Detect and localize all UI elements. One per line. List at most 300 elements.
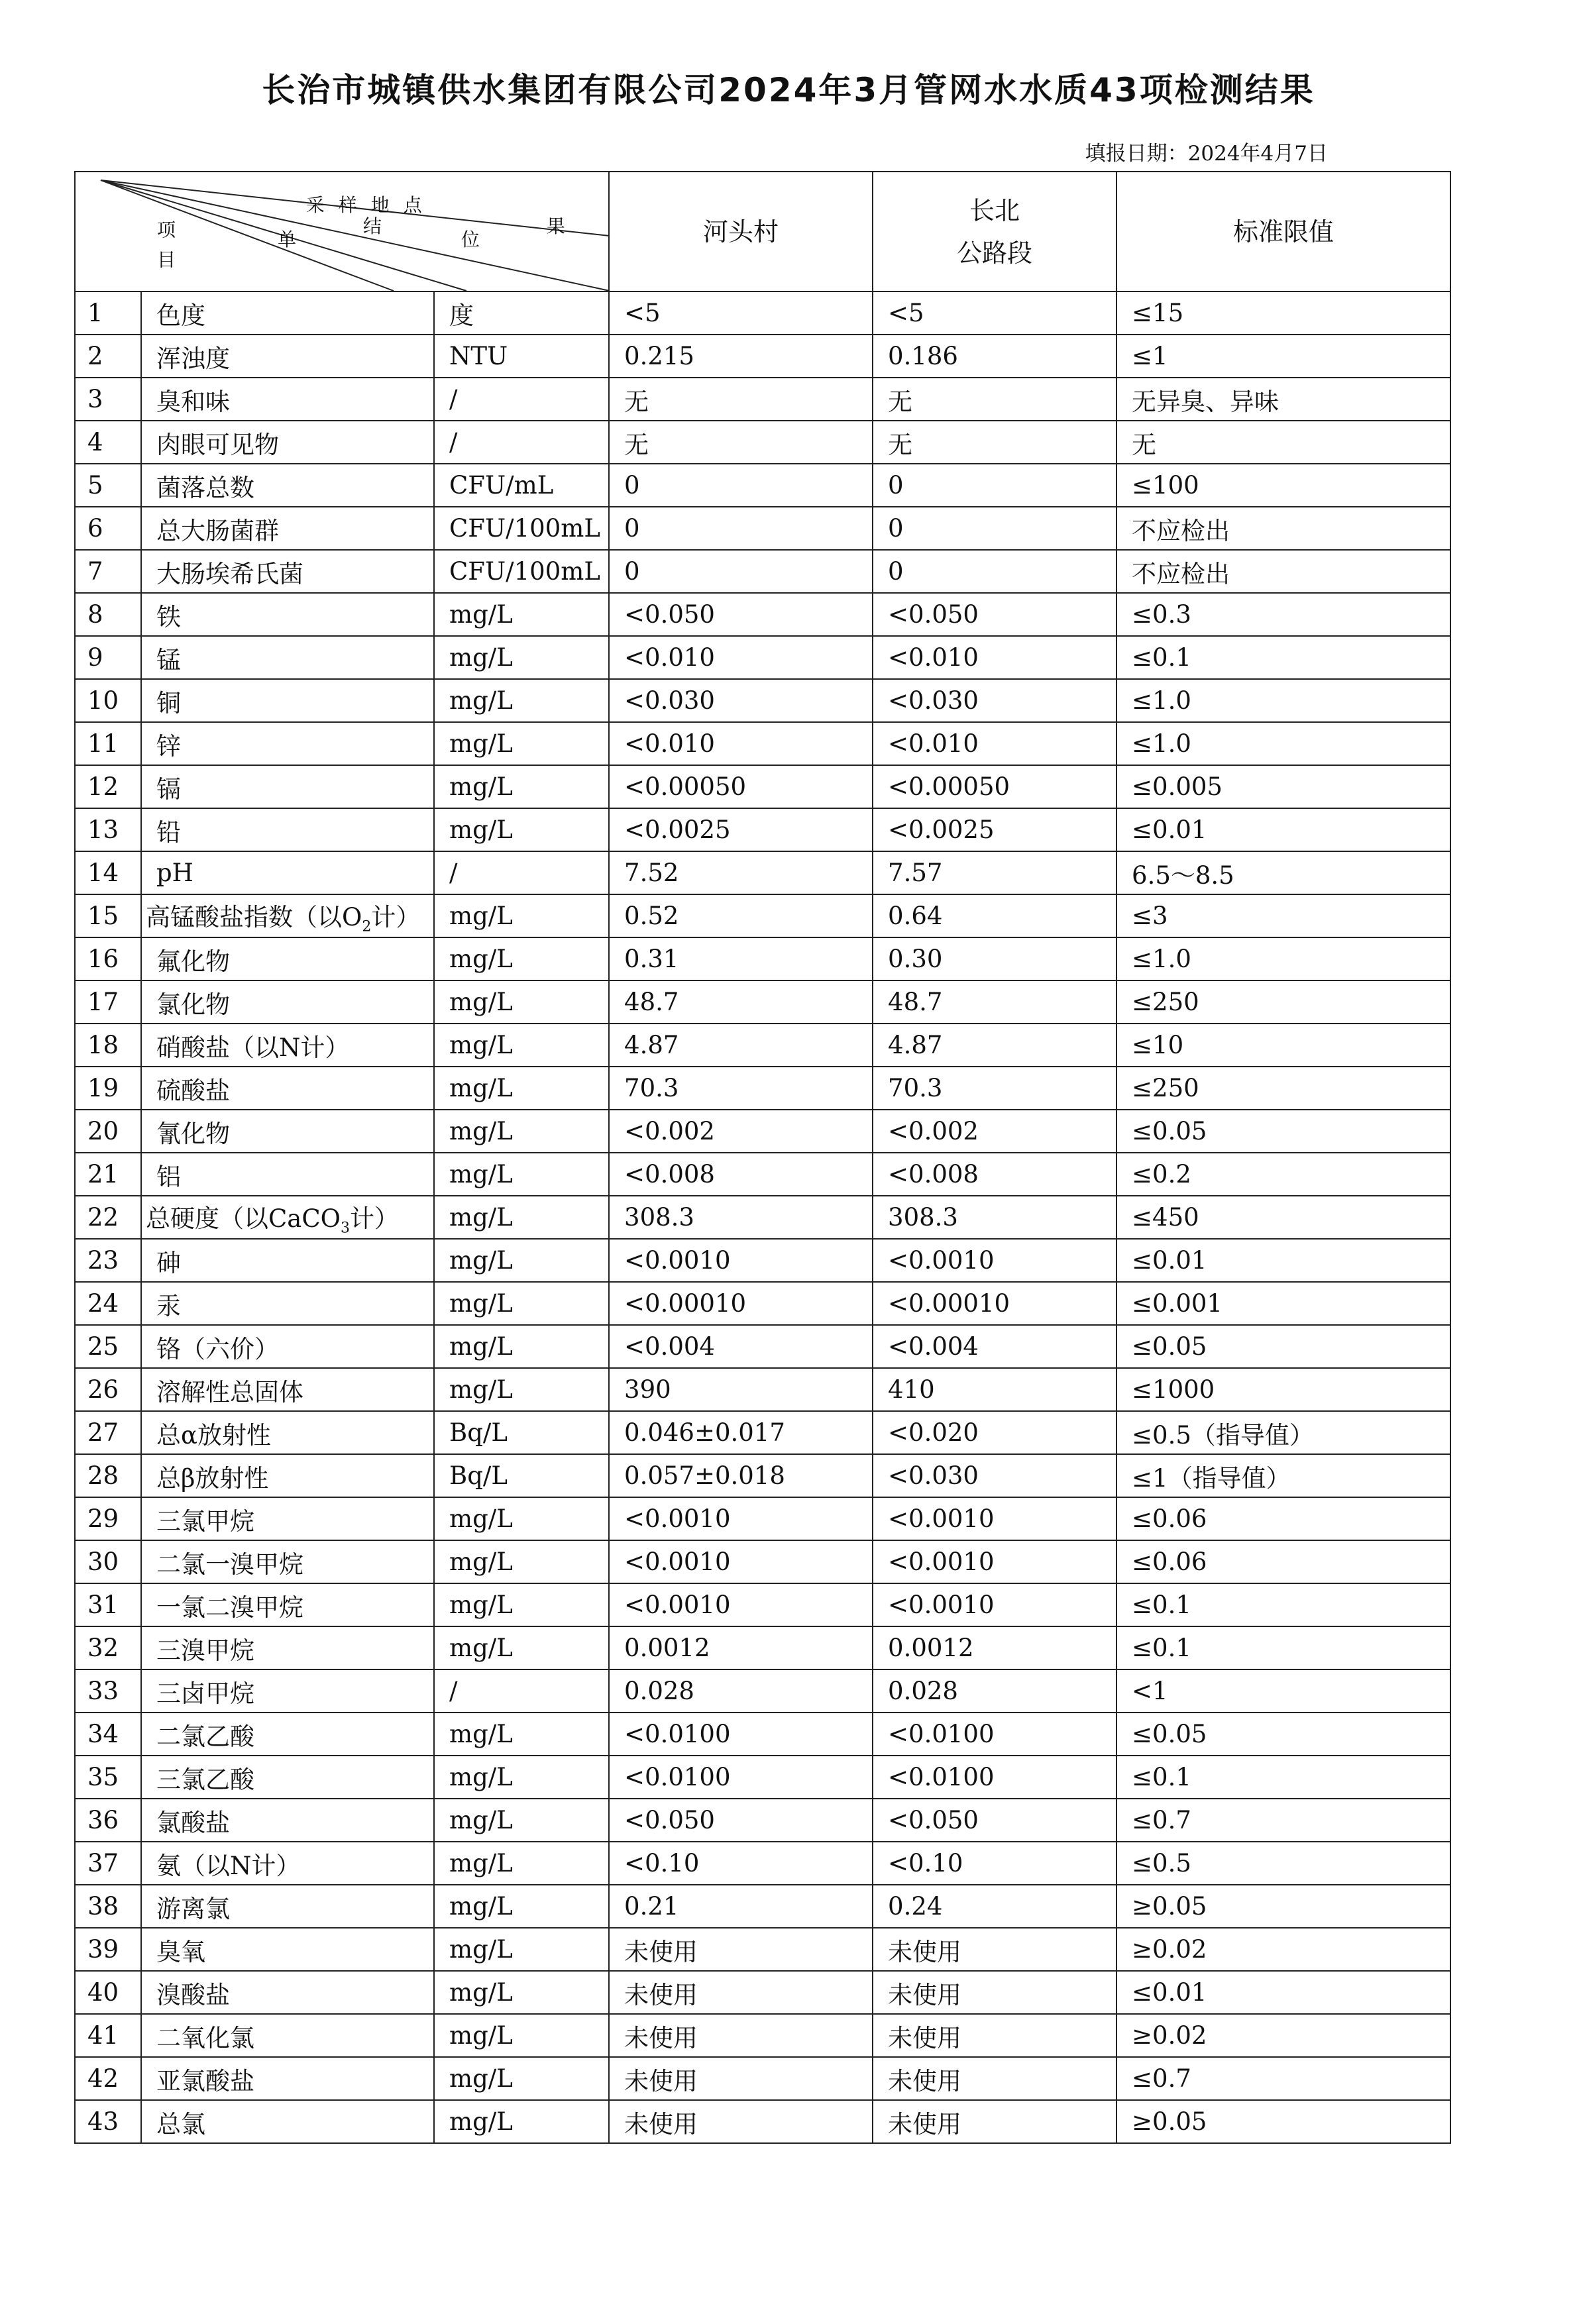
value-site1: <0.0010 xyxy=(609,1497,873,1540)
item-name: 大肠埃希氏菌 xyxy=(141,550,434,593)
unit: NTU xyxy=(434,335,609,378)
item-name: 铬（六价） xyxy=(141,1325,434,1368)
table-row xyxy=(75,464,1450,507)
item-name: 氨（以N计） xyxy=(141,1842,434,1885)
row-number: 32 xyxy=(75,1626,141,1669)
value-site1: 无 xyxy=(609,378,873,421)
unit: mg/L xyxy=(434,593,609,636)
standard-limit: ≤0.05 xyxy=(1116,1110,1450,1153)
value-site1: 未使用 xyxy=(609,1928,873,1971)
item-name: 总氯 xyxy=(141,2100,434,2143)
row-number: 12 xyxy=(75,765,141,808)
row-number: 37 xyxy=(75,1842,141,1885)
table-row xyxy=(75,1196,1450,1239)
value-site2: <0.010 xyxy=(873,722,1116,765)
table-row xyxy=(75,1239,1450,1282)
value-site1: <0.0100 xyxy=(609,1713,873,1756)
row-number: 25 xyxy=(75,1325,141,1368)
table-row xyxy=(75,550,1450,593)
row-number: 6 xyxy=(75,507,141,550)
unit: 度 xyxy=(434,291,609,335)
item-name: 氰化物 xyxy=(141,1110,434,1153)
unit: / xyxy=(434,378,609,421)
standard-limit: ≤0.05 xyxy=(1116,1713,1450,1756)
table-row xyxy=(75,1928,1450,1971)
value-site1: 0 xyxy=(609,507,873,550)
table-row xyxy=(75,1325,1450,1368)
row-number: 11 xyxy=(75,722,141,765)
value-site1: <0.030 xyxy=(609,679,873,722)
value-site1: 0.215 xyxy=(609,335,873,378)
row-number: 15 xyxy=(75,894,141,937)
row-number: 21 xyxy=(75,1153,141,1196)
standard-limit: ≤100 xyxy=(1116,464,1450,507)
value-site2: <0.10 xyxy=(873,1842,1116,1885)
unit: mg/L xyxy=(434,1799,609,1842)
standard-limit: ≤1 xyxy=(1116,335,1450,378)
standard-limit: ≤0.5（指导值） xyxy=(1116,1411,1450,1454)
value-site1: <0.0010 xyxy=(609,1540,873,1583)
unit: Bq/L xyxy=(434,1411,609,1454)
value-site1: 4.87 xyxy=(609,1024,873,1067)
value-site2: 0.64 xyxy=(873,894,1116,937)
value-site2: <5 xyxy=(873,291,1116,335)
unit: mg/L xyxy=(434,1971,609,2014)
diag-label-item: 项 目 xyxy=(154,220,176,271)
value-site1: 0.31 xyxy=(609,937,873,980)
value-site2: 0.30 xyxy=(873,937,1116,980)
row-number: 7 xyxy=(75,550,141,593)
table-row xyxy=(75,593,1450,636)
row-number: 9 xyxy=(75,636,141,679)
standard-limit: ≤1000 xyxy=(1116,1368,1450,1411)
unit: mg/L xyxy=(434,636,609,679)
value-site2: <0.0100 xyxy=(873,1756,1116,1799)
unit: mg/L xyxy=(434,1885,609,1928)
value-site1: <0.00050 xyxy=(609,765,873,808)
table-row xyxy=(75,1885,1450,1928)
standard-limit: ≤450 xyxy=(1116,1196,1450,1239)
value-site2: <0.050 xyxy=(873,593,1116,636)
standard-limit: ≤0.3 xyxy=(1116,593,1450,636)
standard-limit: ≤0.06 xyxy=(1116,1540,1450,1583)
table-row xyxy=(75,1540,1450,1583)
value-site1: <0.050 xyxy=(609,593,873,636)
unit: mg/L xyxy=(434,1842,609,1885)
row-number: 8 xyxy=(75,593,141,636)
diag-label-result: 结 果 xyxy=(363,215,645,237)
row-number: 22 xyxy=(75,1196,141,1239)
item-name: 总α放射性 xyxy=(141,1411,434,1454)
row-number: 23 xyxy=(75,1239,141,1282)
row-number: 29 xyxy=(75,1497,141,1540)
standard-limit: ≤0.7 xyxy=(1116,2057,1450,2100)
value-site2: <0.00010 xyxy=(873,1282,1116,1325)
standard-limit: 不应检出 xyxy=(1116,507,1450,550)
item-name: 三卤甲烷 xyxy=(141,1669,434,1713)
table-row xyxy=(75,2014,1450,2057)
unit: CFU/mL xyxy=(434,464,609,507)
value-site1: <0.10 xyxy=(609,1842,873,1885)
standard-limit: <1 xyxy=(1116,1669,1450,1713)
value-site1: <0.050 xyxy=(609,1799,873,1842)
value-site1: 0.057±0.018 xyxy=(609,1454,873,1497)
unit: Bq/L xyxy=(434,1454,609,1497)
value-site2: 未使用 xyxy=(873,2014,1116,2057)
table-header-row xyxy=(75,172,1450,291)
row-number: 24 xyxy=(75,1282,141,1325)
value-site1: 未使用 xyxy=(609,2057,873,2100)
unit: mg/L xyxy=(434,1713,609,1756)
item-name: 二氯一溴甲烷 xyxy=(141,1540,434,1583)
unit: mg/L xyxy=(434,1067,609,1110)
item-name: 二氯乙酸 xyxy=(141,1713,434,1756)
value-site2: <0.0010 xyxy=(873,1583,1116,1626)
row-number: 43 xyxy=(75,2100,141,2143)
standard-limit: ≤0.05 xyxy=(1116,1325,1450,1368)
row-number: 14 xyxy=(75,851,141,894)
header-site2-line1: 长北 xyxy=(969,195,1020,225)
table-row xyxy=(75,1454,1450,1497)
value-site2: 0.186 xyxy=(873,335,1116,378)
row-number: 3 xyxy=(75,378,141,421)
value-site1: <0.010 xyxy=(609,722,873,765)
header-site1: 河头村 xyxy=(609,172,873,291)
item-name: 臭氧 xyxy=(141,1928,434,1971)
unit: / xyxy=(434,421,609,464)
unit: mg/L xyxy=(434,1368,609,1411)
unit: CFU/100mL xyxy=(434,550,609,593)
standard-limit: ≥0.02 xyxy=(1116,1928,1450,1971)
value-site2: 308.3 xyxy=(873,1196,1116,1239)
row-number: 42 xyxy=(75,2057,141,2100)
row-number: 26 xyxy=(75,1368,141,1411)
item-name: 铅 xyxy=(141,808,434,851)
value-site1: <0.0100 xyxy=(609,1756,873,1799)
value-site1: 0.0012 xyxy=(609,1626,873,1669)
table-row xyxy=(75,722,1450,765)
standard-limit: ≤15 xyxy=(1116,291,1450,335)
value-site1: 无 xyxy=(609,421,873,464)
table-row xyxy=(75,1756,1450,1799)
value-site1: <0.002 xyxy=(609,1110,873,1153)
standard-limit: ≤1.0 xyxy=(1116,937,1450,980)
standard-limit: ≤1.0 xyxy=(1116,722,1450,765)
table-row xyxy=(75,808,1450,851)
item-name: 锌 xyxy=(141,722,434,765)
table-row xyxy=(75,507,1450,550)
standard-limit: ≤0.1 xyxy=(1116,1626,1450,1669)
row-number: 27 xyxy=(75,1411,141,1454)
value-site1: <0.010 xyxy=(609,636,873,679)
item-name: 铜 xyxy=(141,679,434,722)
value-site1: <0.008 xyxy=(609,1153,873,1196)
standard-limit: ≤0.2 xyxy=(1116,1153,1450,1196)
row-number: 40 xyxy=(75,1971,141,2014)
value-site1: 0.52 xyxy=(609,894,873,937)
results-table xyxy=(74,171,1451,2144)
row-number: 20 xyxy=(75,1110,141,1153)
value-site2: 无 xyxy=(873,378,1116,421)
diagonal-header-cell xyxy=(75,172,645,291)
value-site2: 无 xyxy=(873,421,1116,464)
standard-limit: ≤1.0 xyxy=(1116,679,1450,722)
value-site2: <0.0010 xyxy=(873,1497,1116,1540)
row-number: 28 xyxy=(75,1454,141,1497)
row-number: 13 xyxy=(75,808,141,851)
value-site2: <0.002 xyxy=(873,1110,1116,1153)
unit: mg/L xyxy=(434,1024,609,1067)
row-number: 34 xyxy=(75,1713,141,1756)
standard-limit: 不应检出 xyxy=(1116,550,1450,593)
item-name: 铝 xyxy=(141,1153,434,1196)
table-row xyxy=(75,1583,1450,1626)
item-name: 游离氯 xyxy=(141,1885,434,1928)
unit: mg/L xyxy=(434,1110,609,1153)
unit: mg/L xyxy=(434,1756,609,1799)
value-site1: <5 xyxy=(609,291,873,335)
table-row xyxy=(75,1153,1450,1196)
value-site2: 未使用 xyxy=(873,2100,1116,2143)
standard-limit: ≤1（指导值） xyxy=(1116,1454,1450,1497)
unit: mg/L xyxy=(434,1153,609,1196)
standard-limit: ≤0.1 xyxy=(1116,1583,1450,1626)
value-site2: 0.028 xyxy=(873,1669,1116,1713)
value-site2: <0.030 xyxy=(873,1454,1116,1497)
table-row xyxy=(75,1713,1450,1756)
row-number: 1 xyxy=(75,291,141,335)
unit: mg/L xyxy=(434,1497,609,1540)
page-title: 长治市城镇供水集团有限公司2024年3月管网水水质43项检测结果 xyxy=(262,71,1315,109)
standard-limit: ≤0.001 xyxy=(1116,1282,1450,1325)
table-row xyxy=(75,1024,1450,1067)
value-site2: 未使用 xyxy=(873,1971,1116,2014)
item-name: 砷 xyxy=(141,1239,434,1282)
table-row xyxy=(75,335,1450,378)
value-site1: <0.004 xyxy=(609,1325,873,1368)
row-number: 5 xyxy=(75,464,141,507)
value-site2: <0.008 xyxy=(873,1153,1116,1196)
item-name: 亚氯酸盐 xyxy=(141,2057,434,2100)
item-name: 铁 xyxy=(141,593,434,636)
unit: mg/L xyxy=(434,2014,609,2057)
standard-limit: ≤0.1 xyxy=(1116,1756,1450,1799)
row-number: 33 xyxy=(75,1669,141,1713)
unit: mg/L xyxy=(434,1626,609,1669)
unit: mg/L xyxy=(434,937,609,980)
value-site1: 未使用 xyxy=(609,1971,873,2014)
value-site1: 未使用 xyxy=(609,2014,873,2057)
standard-limit: ≥0.02 xyxy=(1116,2014,1450,2057)
unit: mg/L xyxy=(434,1583,609,1626)
row-number: 4 xyxy=(75,421,141,464)
table-row xyxy=(75,980,1450,1024)
row-number: 39 xyxy=(75,1928,141,1971)
row-number: 38 xyxy=(75,1885,141,1928)
table-row xyxy=(75,2100,1450,2143)
unit: mg/L xyxy=(434,2057,609,2100)
unit: mg/L xyxy=(434,722,609,765)
standard-limit: ≥0.05 xyxy=(1116,2100,1450,2143)
standard-limit: 无 xyxy=(1116,421,1450,464)
table-row xyxy=(75,679,1450,722)
value-site1: 0 xyxy=(609,550,873,593)
value-site1: 308.3 xyxy=(609,1196,873,1239)
value-site2: 4.87 xyxy=(873,1024,1116,1067)
unit: mg/L xyxy=(434,2100,609,2143)
value-site2: 70.3 xyxy=(873,1067,1116,1110)
item-name: 硫酸盐 xyxy=(141,1067,434,1110)
standard-limit: ≤0.5 xyxy=(1116,1842,1450,1885)
value-site2: 0 xyxy=(873,550,1116,593)
table-row xyxy=(75,1971,1450,2014)
value-site2: <0.020 xyxy=(873,1411,1116,1454)
table-row xyxy=(75,851,1450,894)
unit: mg/L xyxy=(434,1239,609,1282)
table-row xyxy=(75,291,1450,335)
item-name: 色度 xyxy=(141,291,434,335)
item-name: 溶解性总固体 xyxy=(141,1368,434,1411)
value-site2: <0.0010 xyxy=(873,1239,1116,1282)
row-number: 36 xyxy=(75,1799,141,1842)
unit: mg/L xyxy=(434,1540,609,1583)
header-limit: 标准限值 xyxy=(1116,172,1450,291)
unit: mg/L xyxy=(434,894,609,937)
value-site2: <0.050 xyxy=(873,1799,1116,1842)
value-site2: <0.004 xyxy=(873,1325,1116,1368)
table-row xyxy=(75,1282,1450,1325)
item-name: 肉眼可见物 xyxy=(141,421,434,464)
unit: mg/L xyxy=(434,808,609,851)
fill-date: 填报日期：2024年4月7日 xyxy=(1085,142,1328,166)
value-site1: <0.00010 xyxy=(609,1282,873,1325)
item-name: 浑浊度 xyxy=(141,335,434,378)
value-site2: 未使用 xyxy=(873,2057,1116,2100)
table-row xyxy=(75,1067,1450,1110)
row-number: 17 xyxy=(75,980,141,1024)
value-site2: <0.030 xyxy=(873,679,1116,722)
table-row xyxy=(75,636,1450,679)
item-name: 镉 xyxy=(141,765,434,808)
unit: mg/L xyxy=(434,679,609,722)
standard-limit: ≤0.7 xyxy=(1116,1799,1450,1842)
value-site1: 0.21 xyxy=(609,1885,873,1928)
diag-label-sample-site: 采 样 地 点 xyxy=(306,194,426,216)
value-site1: 7.52 xyxy=(609,851,873,894)
item-name: 三溴甲烷 xyxy=(141,1626,434,1669)
table-row xyxy=(75,894,1450,937)
value-site2: <0.010 xyxy=(873,636,1116,679)
row-number: 41 xyxy=(75,2014,141,2057)
unit: mg/L xyxy=(434,980,609,1024)
item-name: 高锰酸盐指数（以$O_2$计） xyxy=(141,894,434,937)
value-site2: 7.57 xyxy=(873,851,1116,894)
standard-limit: 无异臭、异味 xyxy=(1116,378,1450,421)
row-number: 30 xyxy=(75,1540,141,1583)
item-name: 三氯乙酸 xyxy=(141,1756,434,1799)
table-row xyxy=(75,1799,1450,1842)
unit: mg/L xyxy=(434,765,609,808)
standard-limit: 6.5～8.5 xyxy=(1116,851,1450,894)
table-row xyxy=(75,2057,1450,2100)
row-number: 16 xyxy=(75,937,141,980)
item-name: 锰 xyxy=(141,636,434,679)
unit: mg/L xyxy=(434,1282,609,1325)
item-name: 菌落总数 xyxy=(141,464,434,507)
value-site2: 0 xyxy=(873,464,1116,507)
item-name: 氯酸盐 xyxy=(141,1799,434,1842)
table-row xyxy=(75,1669,1450,1713)
item-name: 总β放射性 xyxy=(141,1454,434,1497)
value-site1: <0.0025 xyxy=(609,808,873,851)
value-site2: <0.0010 xyxy=(873,1540,1116,1583)
value-site1: 0 xyxy=(609,464,873,507)
table-row xyxy=(75,1497,1450,1540)
unit: mg/L xyxy=(434,1325,609,1368)
item-name: 二氧化氯 xyxy=(141,2014,434,2057)
value-site2: <0.00050 xyxy=(873,765,1116,808)
row-number: 35 xyxy=(75,1756,141,1799)
unit: / xyxy=(434,1669,609,1713)
table-row xyxy=(75,378,1450,421)
value-site2: 0.24 xyxy=(873,1885,1116,1928)
value-site1: 0.046±0.017 xyxy=(609,1411,873,1454)
table-row xyxy=(75,937,1450,980)
item-name: 氯化物 xyxy=(141,980,434,1024)
row-number: 19 xyxy=(75,1067,141,1110)
table-row xyxy=(75,1626,1450,1669)
item-name: 一氯二溴甲烷 xyxy=(141,1583,434,1626)
unit: CFU/100mL xyxy=(434,507,609,550)
header-site2-line2: 公路段 xyxy=(957,238,1033,268)
value-site2: 0.0012 xyxy=(873,1626,1116,1669)
value-site1: 48.7 xyxy=(609,980,873,1024)
item-name: 总大肠菌群 xyxy=(141,507,434,550)
value-site1: 0.028 xyxy=(609,1669,873,1713)
value-site2: <0.0025 xyxy=(873,808,1116,851)
item-name: 臭和味 xyxy=(141,378,434,421)
table-row xyxy=(75,1842,1450,1885)
item-name: 氟化物 xyxy=(141,937,434,980)
table-row xyxy=(75,765,1450,808)
table-row xyxy=(75,1368,1450,1411)
row-number: 10 xyxy=(75,679,141,722)
standard-limit: ≤250 xyxy=(1116,1067,1450,1110)
unit: / xyxy=(434,851,609,894)
value-site2: <0.0100 xyxy=(873,1713,1116,1756)
standard-limit: ≤0.01 xyxy=(1116,1971,1450,2014)
item-name: 总硬度（以CaCO$_3$计） xyxy=(141,1196,434,1239)
standard-limit: ≤10 xyxy=(1116,1024,1450,1067)
standard-limit: ≤0.06 xyxy=(1116,1497,1450,1540)
standard-limit: ≤0.1 xyxy=(1116,636,1450,679)
value-site2: 未使用 xyxy=(873,1928,1116,1971)
value-site2: 0 xyxy=(873,507,1116,550)
table-row xyxy=(75,1110,1450,1153)
standard-limit: ≤0.005 xyxy=(1116,765,1450,808)
table-row xyxy=(75,421,1450,464)
row-number: 31 xyxy=(75,1583,141,1626)
diag-label-unit: 单 位 xyxy=(278,229,559,250)
table-row xyxy=(75,1411,1450,1454)
standard-limit: ≥0.05 xyxy=(1116,1885,1450,1928)
item-name: 溴酸盐 xyxy=(141,1971,434,2014)
unit: mg/L xyxy=(434,1928,609,1971)
row-number: 18 xyxy=(75,1024,141,1067)
standard-limit: ≤0.01 xyxy=(1116,1239,1450,1282)
row-number: 2 xyxy=(75,335,141,378)
value-site1: <0.0010 xyxy=(609,1239,873,1282)
